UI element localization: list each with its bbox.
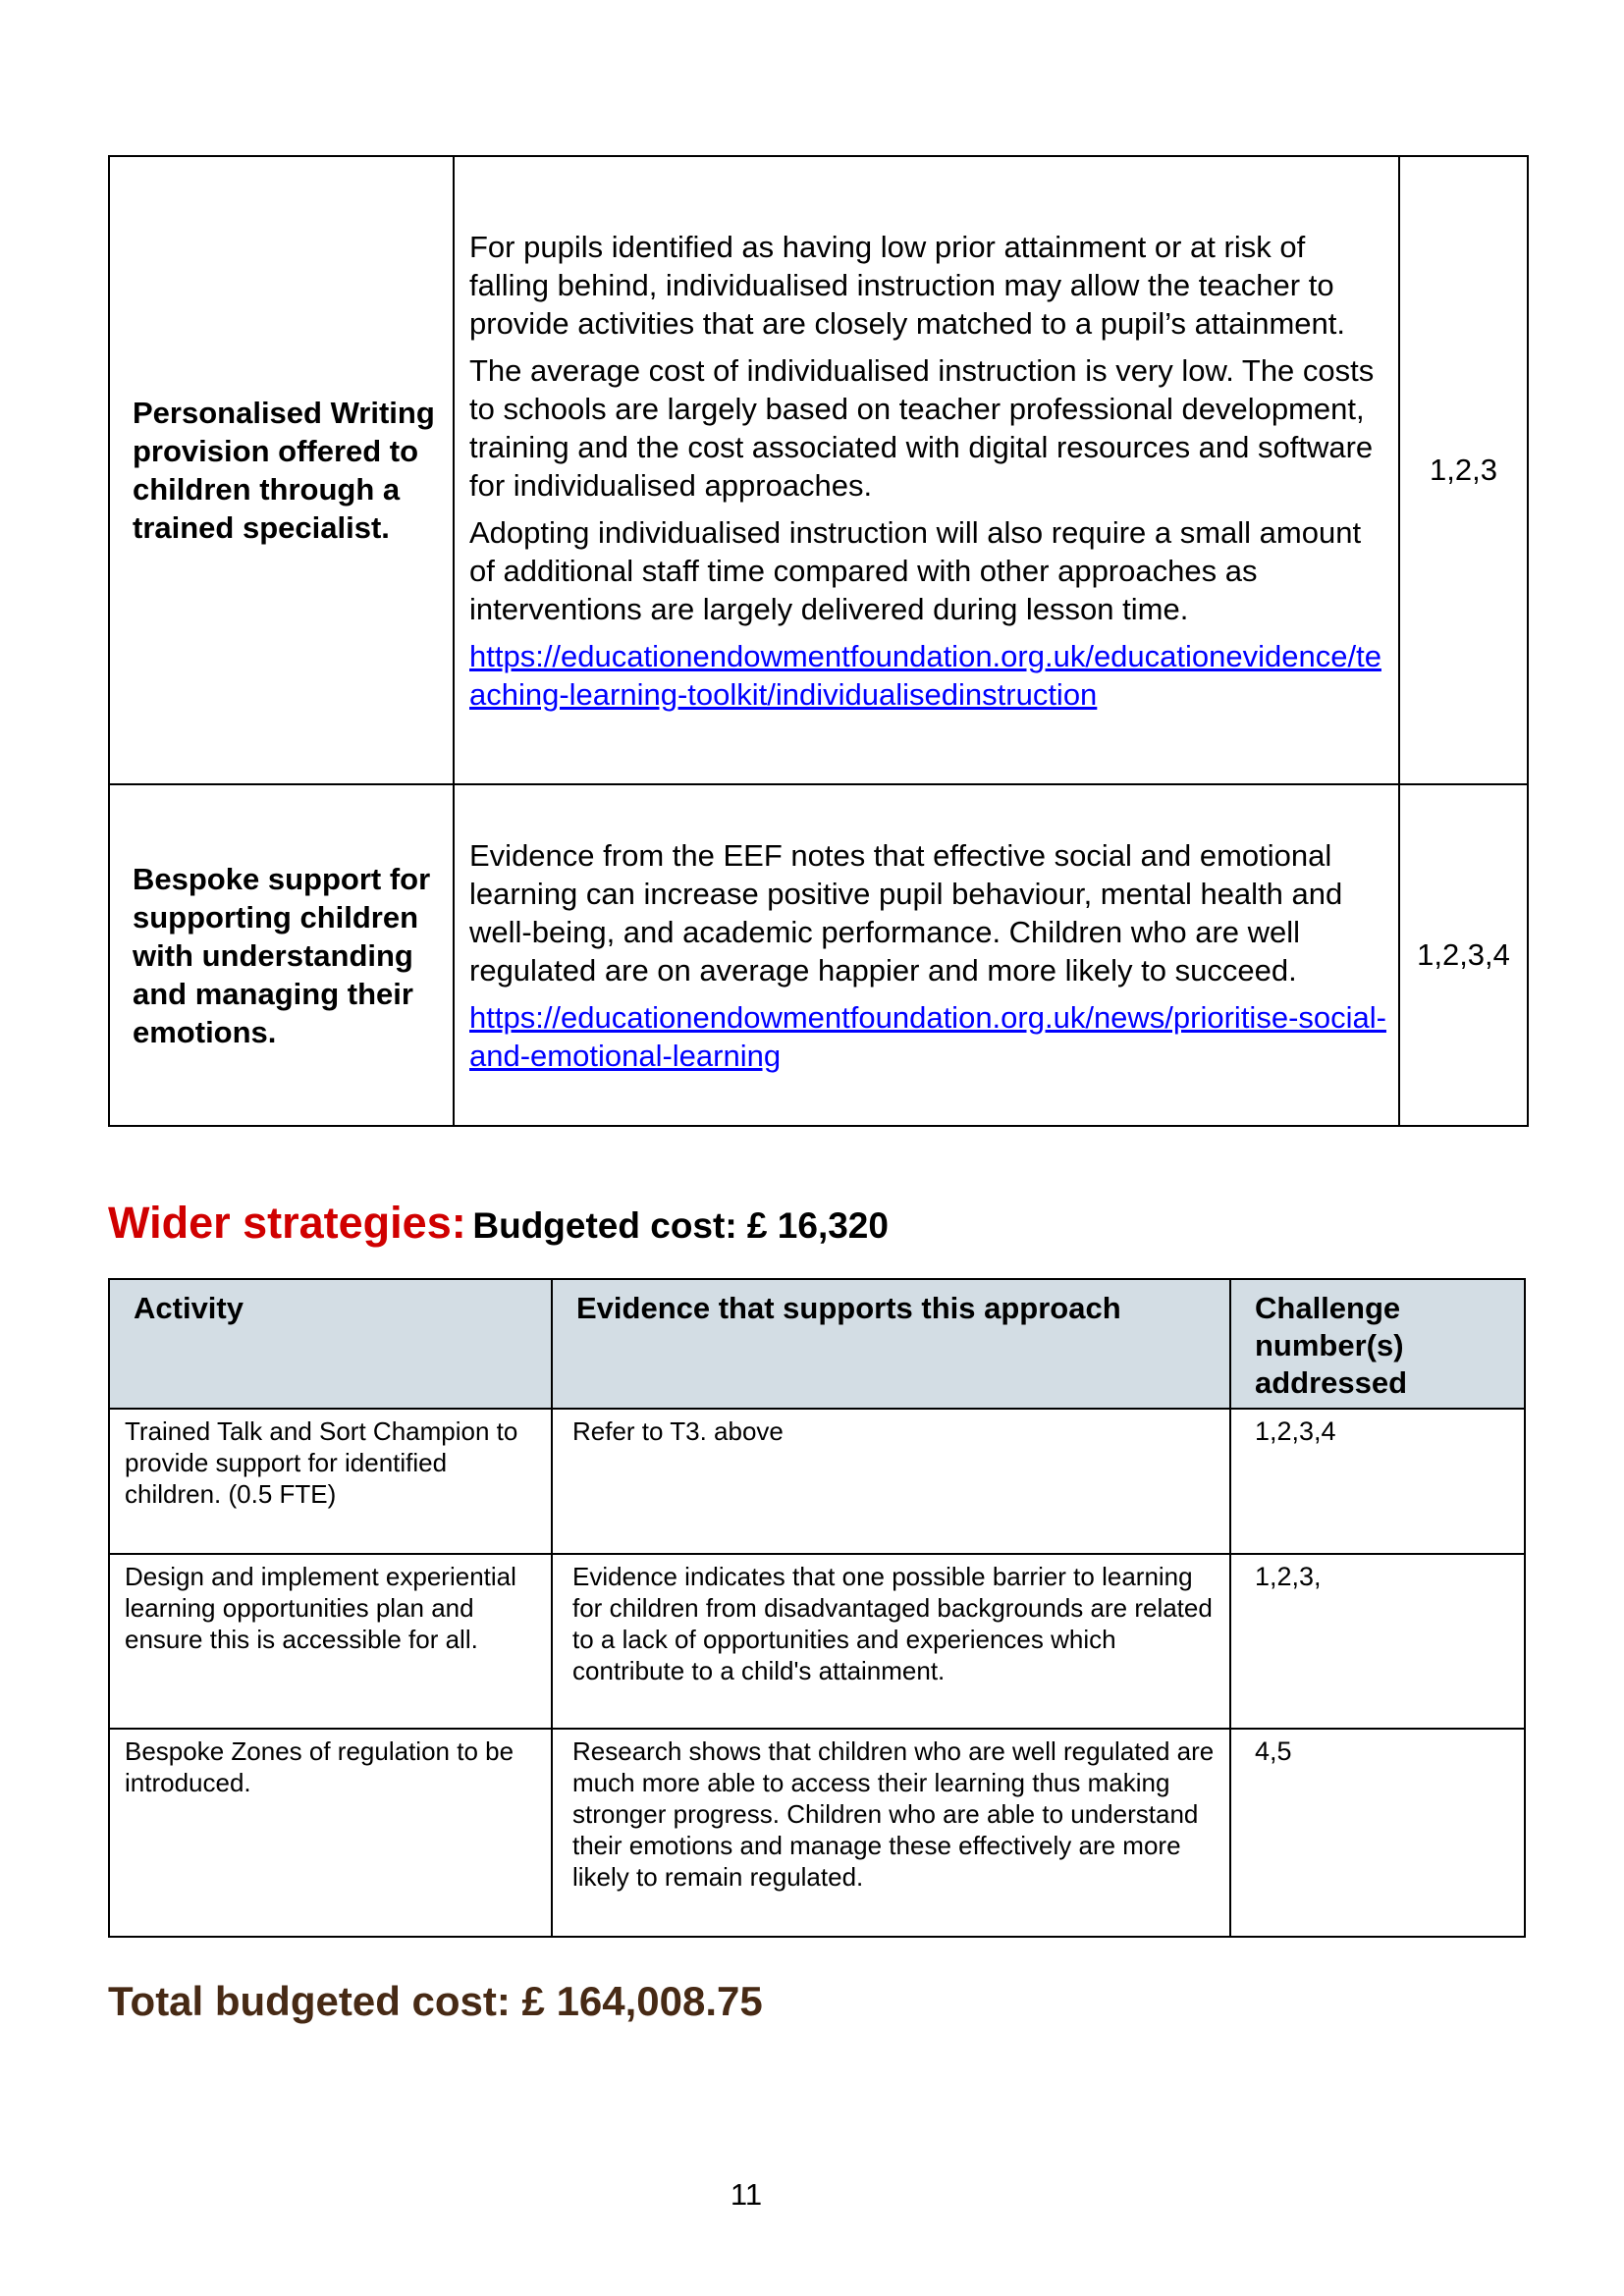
evidence-paragraph: Evidence from the EEF notes that effective social and emotional learning can increase positive pupil behaviour, mental health and well-being, and academic performance. Children who are well regulated are on average happier and more likely to succeed. <box>469 837 1343 988</box>
evidence-paragraph: For pupils identified as having low prior attainment or at risk of falling behind, individualised instruction may allow the teacher to provide activities that are closely matched to a pupil’s attainment. <box>469 229 1346 341</box>
activity-cell: Bespoke Zones of regulation to be introduced. <box>109 1729 552 1937</box>
activity-cell: Design and implement experiential learning opportunities plan and ensure this is accessible for all. <box>109 1554 552 1729</box>
evidence-link[interactable]: https://educationendowmentfoundation.org.uk/news/prioritise-social-and-emotional-learning <box>469 999 1386 1073</box>
activity-cell: Trained Talk and Sort Champion to provide support for identified children. (0.5 FTE) <box>109 1409 552 1554</box>
table-row <box>109 156 1528 784</box>
evidence-cell <box>454 156 1399 784</box>
wider-budget: Budgeted cost: £ 16,320 <box>472 1205 889 1246</box>
total-budgeted-cost: Total budgeted cost: £ 164,008.75 <box>108 1978 763 2024</box>
challenge-numbers: 1,2,3,4 <box>1230 1409 1525 1554</box>
activity-cell: Bespoke support for supporting children with understanding and managing their emotions. <box>109 784 454 1126</box>
table-row <box>109 1554 1525 1729</box>
activity-cell: Personalised Writing provision offered to children through a trained specialist. <box>109 156 454 784</box>
page-number: 11 <box>730 2177 763 2212</box>
wider-strategies-title: Wider strategies: <box>108 1198 466 1248</box>
evidence-cell <box>454 784 1399 1126</box>
column-header-evidence: Evidence that supports this approach <box>552 1279 1230 1409</box>
table-row <box>109 784 1528 1126</box>
evidence-cell: Refer to T3. above <box>552 1409 1230 1554</box>
challenge-numbers: 1,2,3,4 <box>1399 784 1528 1126</box>
evidence-cell: Research shows that children who are well regulated are much more able to access their learning thus making stronger progress. Children who are able to understand their emotions and manage these effectively are more likely to remain regulated. <box>552 1729 1230 1937</box>
evidence-cell: Evidence indicates that one possible barrier to learning for children from disadvantaged backgrounds are related to a lack of opportunities and experiences which contribute to a child's attainment. <box>552 1554 1230 1729</box>
table-row <box>109 1729 1525 1937</box>
challenge-numbers: 1,2,3 <box>1399 156 1528 784</box>
challenge-numbers: 1,2,3, <box>1230 1554 1525 1729</box>
table-header-row <box>109 1279 1525 1409</box>
evidence-paragraph: Adopting individualised instruction will also require a small amount of additional staff time compared with other approaches as interventions are largely delivered during lesson time. <box>469 514 1362 626</box>
wider-strategies-table <box>108 1278 1526 1938</box>
column-header-activity: Activity <box>109 1279 552 1409</box>
table-row <box>109 1409 1525 1554</box>
challenge-numbers: 4,5 <box>1230 1729 1525 1937</box>
evidence-paragraph: The average cost of individualised instruction is very low. The costs to schools are largely based on teacher professional development, training and the cost associated with digital resources and software for individualised approaches. <box>469 352 1375 503</box>
column-header-challenges: Challenge number(s) addressed <box>1230 1279 1525 1409</box>
wider-strategies-heading <box>108 1198 889 1249</box>
evidence-link[interactable]: https://educationendowmentfoundation.org.uk/educationevidence/teaching-learning-toolkit/individualisedinstruction <box>469 638 1381 712</box>
approaches-table <box>108 155 1529 1127</box>
